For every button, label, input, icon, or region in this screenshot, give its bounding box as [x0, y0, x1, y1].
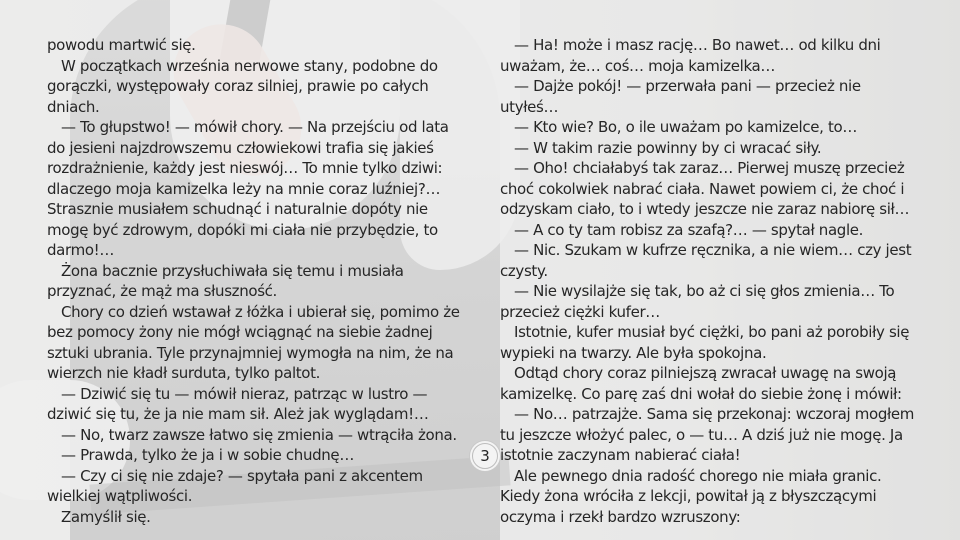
paragraph: powodu martwić się.: [47, 36, 196, 54]
paragraph: — Ha! może i masz rację… Bo nawet… od kilku dni uważam, że… coś… moja kamizelka…: [500, 36, 881, 75]
paragraph: Żona bacznie przysłuchiwała się temu i musiała przyznać, że mąż ma słuszność.: [47, 261, 404, 300]
paragraph: Ale pewnego dnia radość chorego nie miała granic. Kiedy żona wróciła z lekcji, powitał ją z błyszczącymi oczyma i rzekł bardzo wzruszony:: [500, 466, 882, 526]
paragraph: — Nic. Szukam w kufrze ręcznika, a nie wiem… czy jest czysty.: [500, 241, 912, 280]
paragraph: Chory co dzień wstawał z łóżka i ubierał się, pomimo że bez pomocy żony nie mógł wciągnąć na siebie żadnej sztuki ubrania. Tyle przynajmniej wymogła na nim, że na wierzch nie kładł surduta, tylko paltot.: [47, 302, 460, 382]
paragraph: — Dajże pokój! — przerwała pani — przecież nie utyłeś…: [500, 77, 861, 116]
paragraph: — A co ty tam robisz za szafą?… — spytał nagle.: [514, 220, 864, 239]
page-number-badge: [472, 443, 498, 469]
paragraph: W początkach września nerwowe stany, podobne do gorączki, występowały coraz silniej, prawie po całych dniach.: [47, 56, 438, 116]
left-text-column: [47, 35, 467, 527]
right-text-column: [500, 35, 920, 527]
paragraph: Odtąd chory coraz pilniejszą zwracał uwagę na swoją kamizelkę. Co parę zaś dni wołał do siebie żonę i mówił:: [500, 364, 902, 403]
paragraph: — Dziwić się tu — mówił nieraz, patrząc w lustro — dziwić się tu, że ja nie mam sił. Ależ jak wyglądam!…: [47, 384, 429, 423]
page-number: 3: [480, 447, 490, 465]
paragraph: — Czy ci się nie zdaje? — spytała pani z akcentem wielkiej wątpliwości.: [47, 466, 423, 505]
paragraph: Istotnie, kufer musiał być ciężki, bo pani aż porobiły się wypieki na twarzy. Ale była spokojna.: [500, 323, 910, 362]
paragraph: — Prawda, tylko że ja i w sobie chudnę…: [61, 446, 354, 464]
paragraph: — Kto wie? Bo, o ile uważam po kamizelce, to…: [514, 118, 857, 136]
paragraph: — W takim razie powinny by ci wracać siły.: [514, 138, 822, 157]
paragraph: — No, twarz zawsze łatwo się zmienia — wtrąciła żona.: [61, 425, 457, 444]
paragraph: — To głupstwo! — mówił chory. — Na przejściu od lata do jesieni najzdrowszemu człowiekowi trafia się jakieś rozdrażnienie, każdy jest nieswój… To mnie tylko dziwi: dlaczego moja kamizelka leży na mnie coraz luźniej?… Strasznie musiałem schudnąć i naturalnie dopóty nie mogę być zdrowym, dopóki mi ciała nie przybędzie, to darmo!…: [47, 118, 449, 259]
paragraph: — Nie wysilajże się tak, bo aż ci się głos zmienia… To przecież ciężki kufer…: [500, 282, 895, 321]
paragraph: Zamyślił się.: [61, 507, 151, 526]
paragraph: — Oho! chciałabyś tak zaraz… Pierwej muszę przecież choć cokolwiek nabrać ciała. Nawet powiem ci, że choć i odzyskam ciało, to i wtedy jeszcze nie zaraz nabiorę sił…: [500, 159, 910, 218]
paragraph: — No… patrzajże. Sama się przekonaj: wczoraj mogłem tu jeszcze włożyć palec, o — tu… A dziś już nie mogę. Ja istotnie zaczynam nabierać ciała!: [500, 405, 915, 464]
